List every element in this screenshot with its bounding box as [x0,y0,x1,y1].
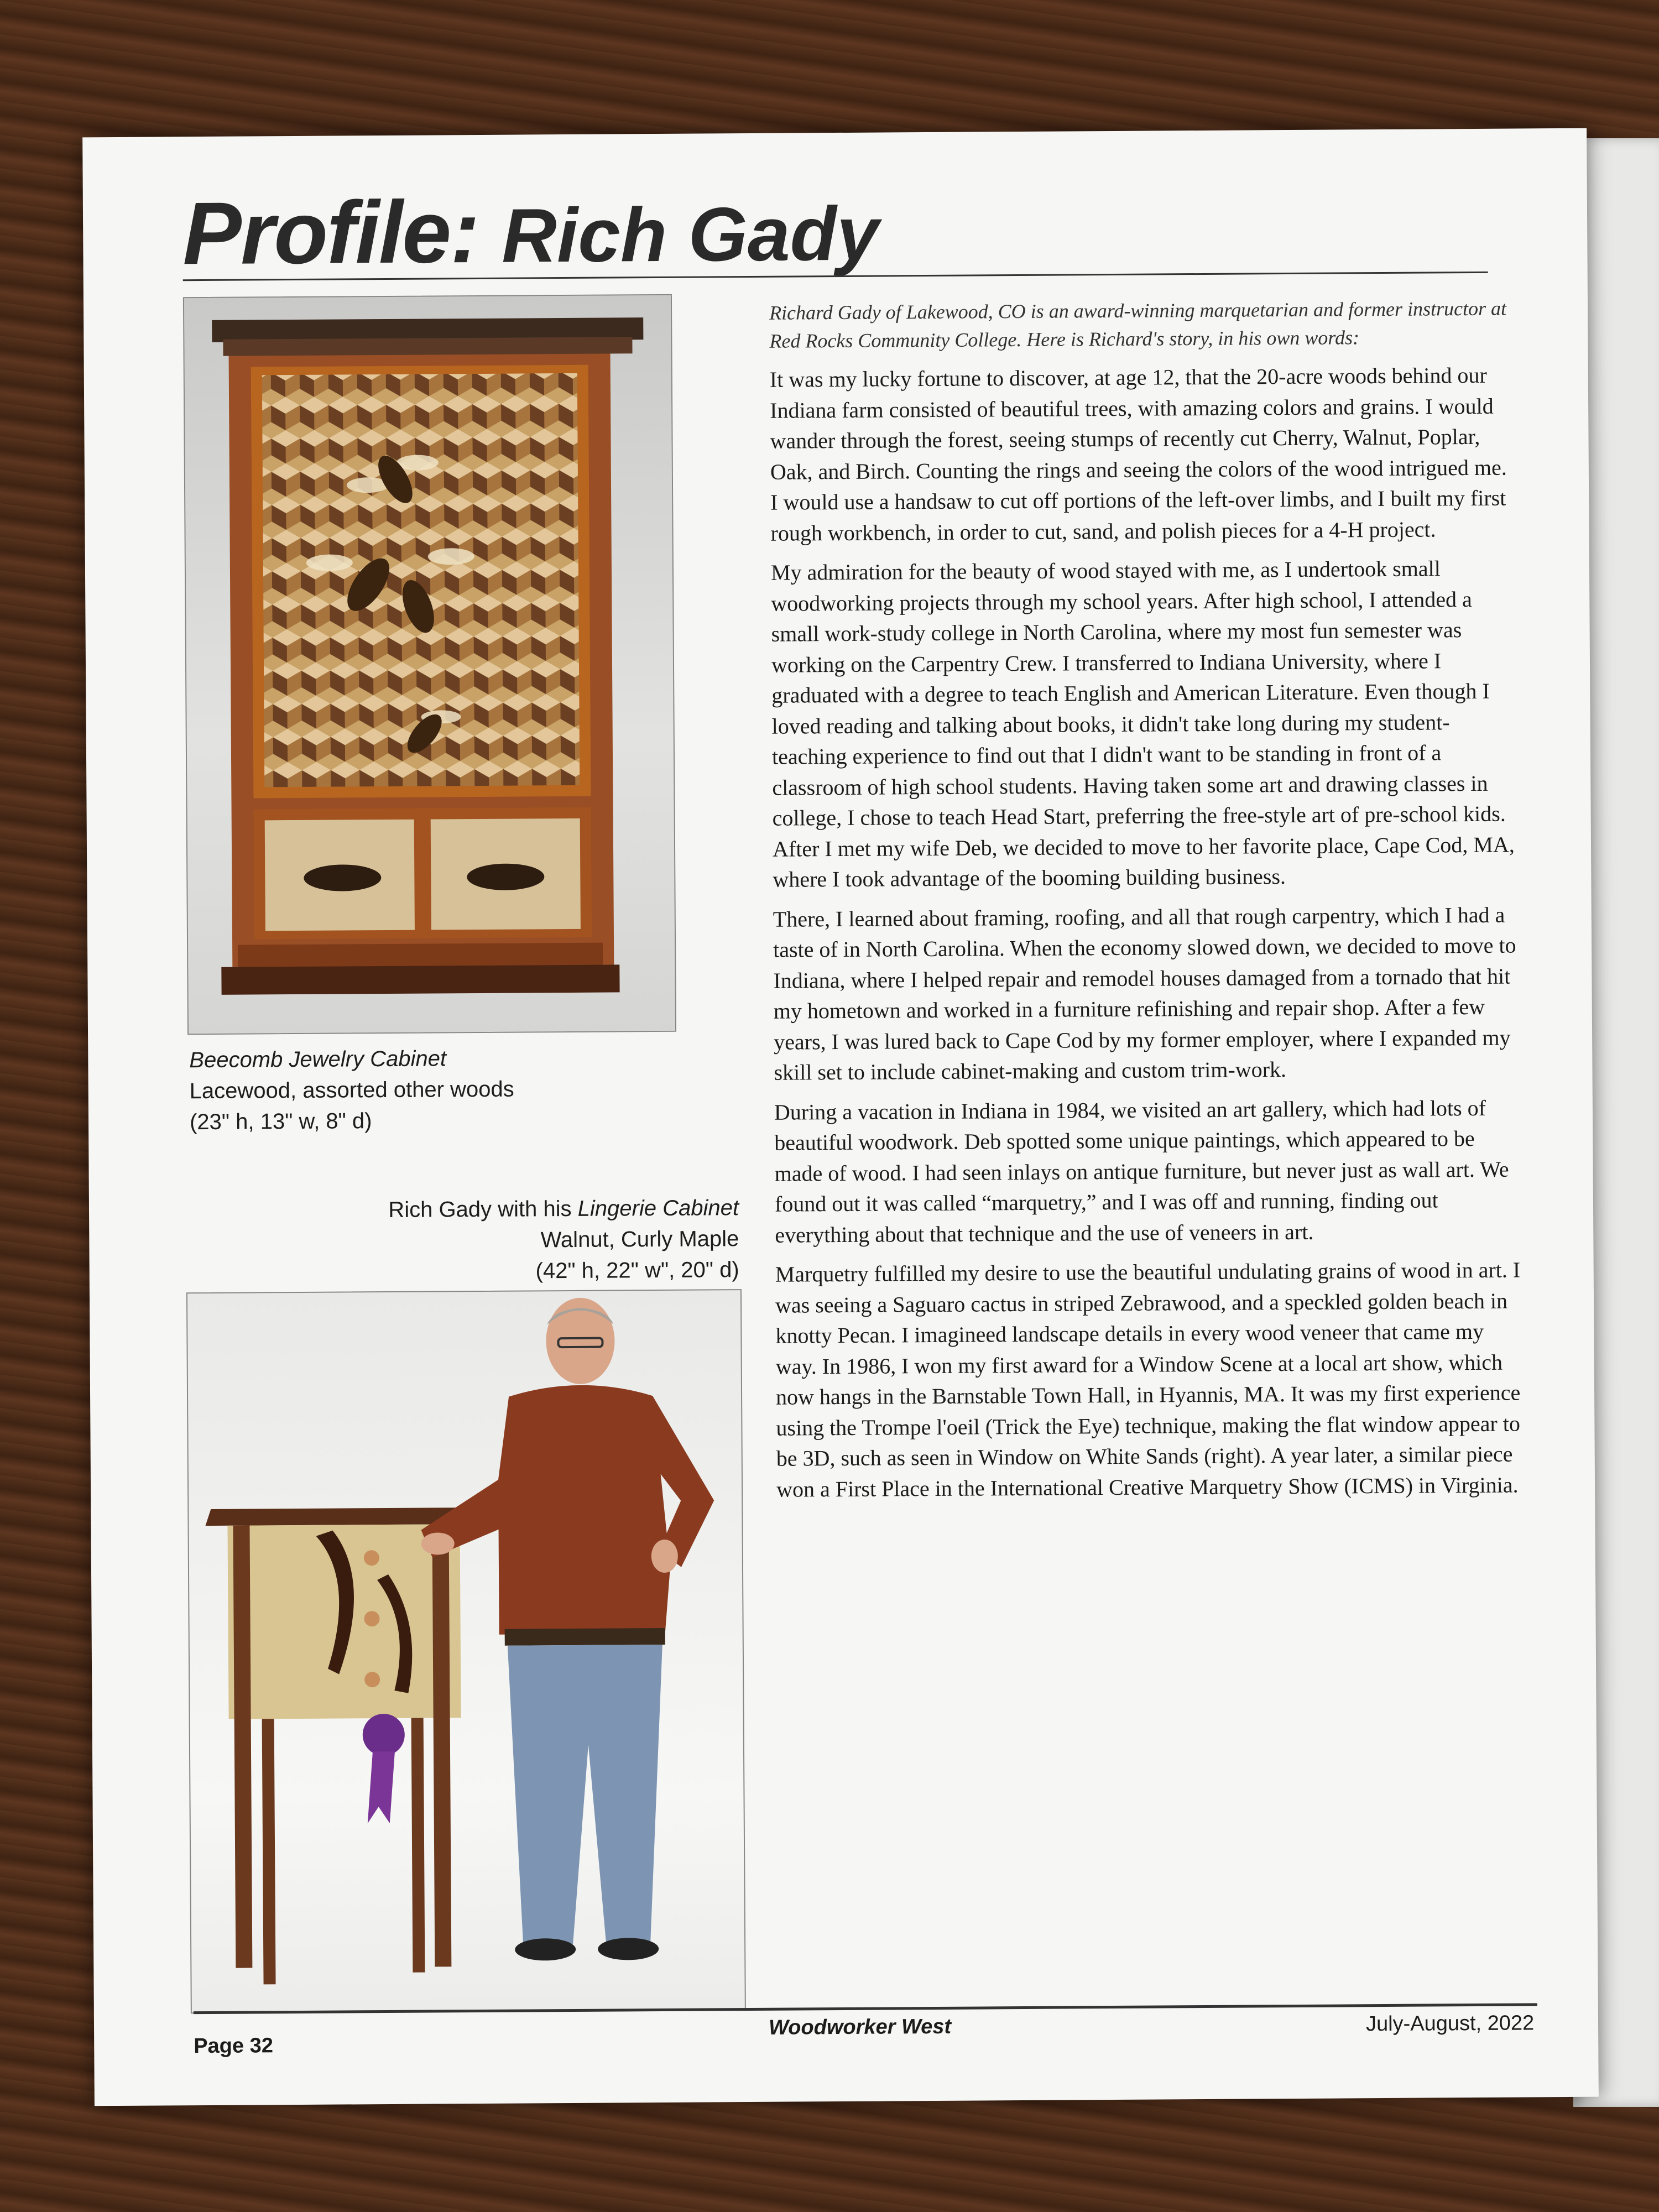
rich-gady-illustration [187,1290,745,2012]
lingerie-caption [296,1192,739,1288]
article-paragraph-1: It was my lucky fortune to discover, at age 12, that the 20-acre woods behind our Indiana farm consisted of beautiful trees, with amazing colors and grains. I would wander through the forest, seeing stumps of recently cut Cherry, Walnut, Poplar, Oak, and Birch. Counting the rings and seeing the colors of the wood intrigued me. I would use a handsaw to cut off portions of the left-over limbs, and I built my first rough workbench, in order to cut, sand, and polish pieces for a 4-H project. [769,362,1507,546]
beecomb-cabinet-photo [183,294,676,1035]
title-label: Profile: [182,181,479,283]
caption-materials: Lacewood, assorted other woods [189,1077,514,1104]
article-intro: Richard Gady of Lakewood, CO is an award-winning marquetarian and former instructor at Red Rocks Community College. Here is Richard's story, in his own words: [769,297,1507,352]
beecomb-cabinet-illustration [184,295,675,1034]
article-paragraph-2: My admiration for the beauty of wood stayed with me, as I undertook small woodworking projects through my school years. After high school, I attended a small work-study college in North Carolina, where my most fun semester was working on the Carpentry Crew. I transferred to Indiana University, where I graduated with a degree to teach English and American Literature. Even though I loved reading and talking about books, it didn't take long during my student-teaching experience to find out that I didn't want to be standing in front of a classroom of high school students. Having taken some art and drawing classes in college, I chose to teach Head Start, preferring the free-style art of pre-school kids. After I met my wife Deb, we decided to move to her favorite place, Cape Cod, MA, where I took advantage of the booming building business. [770,556,1515,892]
magazine-name: Woodworker West [768,2015,952,2039]
magazine-page [82,128,1599,2106]
beecomb-caption [189,1043,514,1138]
caption-dimensions: (23" h, 13" w, 8" d) [189,1109,372,1135]
page-title [182,182,879,285]
rich-gady-photo [186,1289,746,2013]
title-name: Rich Gady [501,191,880,279]
caption-title: Lingerie Cabinet [577,1196,739,1221]
caption-title: Beecomb Jewelry Cabinet [189,1046,447,1073]
caption-materials: Walnut, Curly Maple [540,1227,739,1253]
caption-dimensions: (42" h, 22" w", 20" d) [535,1258,739,1284]
article-paragraph-3: There, I learned about framing, roofing, and all that rough carpentry, which I had a taste of in North Carolina. When the economy slowed down, we decided to move to Indiana, where I helped repair and remodel houses damaged from a tornado that hit my hometown and worked in a furniture refinishing and repair shop. After a few years, I was lured back to Cape Cod by my former employer, where I expanded my skill set to include cabinet-making and custom trim-work. [773,902,1516,1085]
article-paragraph-5: Marquetry fulfilled my desire to use the beautiful undulating grains of wood in art. I was seeing a Saguaro cactus in striped Zebrawood, and a speckled golden beach in knotty Pecan. I imagineed landscape details in every wood veneer that came my way. In 1986, I won my first award for a Window Scene at a local art show, which now hangs in the Barnstable Town Hall, in Hyannis, MA. It was my first experience using the Trompe l'oeil (Trick the Eye) technique, making the flat window appear to be 3D, such as seen in Window on White Sands (right). A year later, a similar piece won a First Place in the International Creative Marquetry Show (ICMS) in Virginia. [775,1257,1521,1502]
article-paragraph-4: During a vacation in Indiana in 1984, we visited an art gallery, which had lots of beautiful woodwork. Deb spotted some unique paintings, which appeared to be made of wood. I had seen inlays on antique furniture, but never just as wall art. We found out it was called “marquetry,” and I was off and running, finding out everything about that technique and the use of veneers in art. [774,1095,1509,1248]
issue-date: July-August, 2022 [1365,2011,1535,2036]
caption-prefix: Rich Gady with his [388,1196,578,1222]
article-body [769,295,1523,1514]
page-number: Page 32 [194,2034,274,2058]
